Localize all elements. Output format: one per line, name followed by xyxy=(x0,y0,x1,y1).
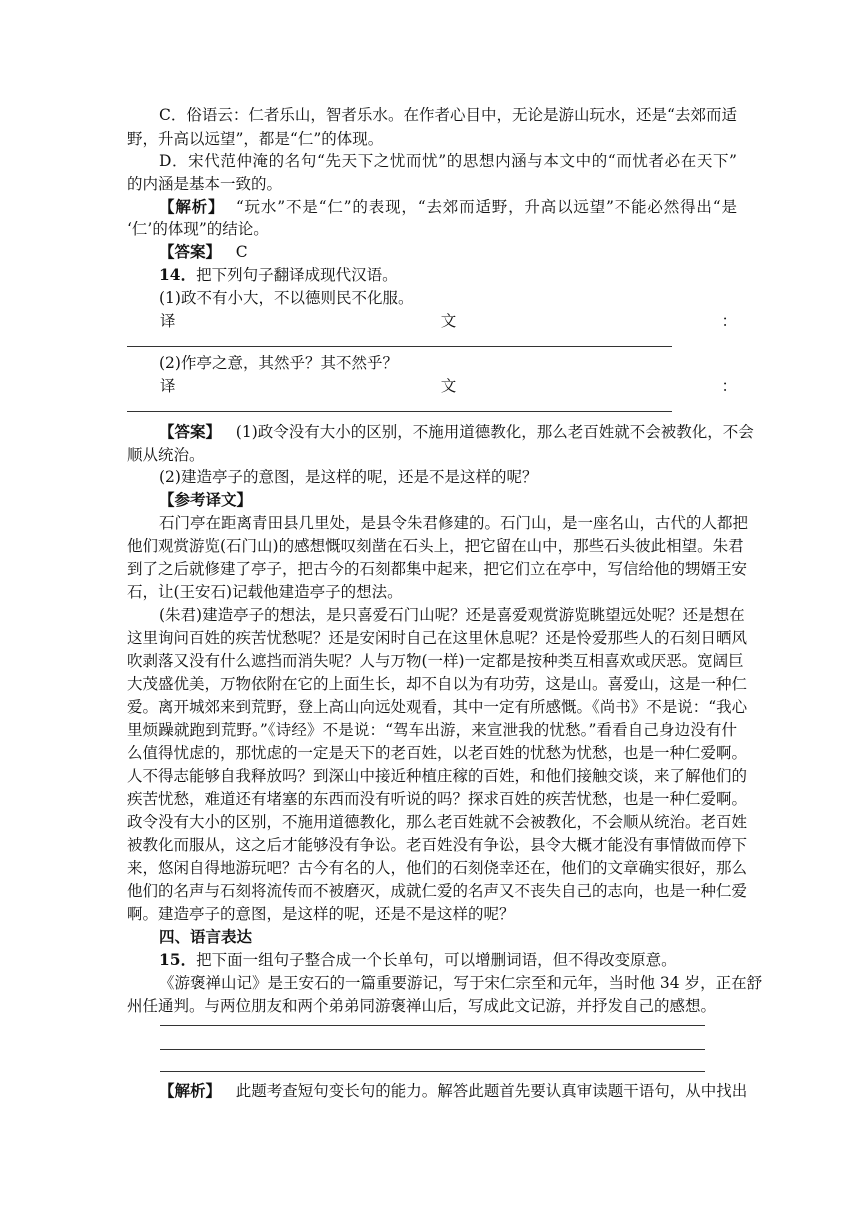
translation-colon: ： xyxy=(721,377,737,395)
paragraph-line: 疾苦忧愁，难道还有堵塞的东西而没有听说的吗？探求百姓的疾苦忧愁，也是一种仁爱啊。 xyxy=(127,790,748,808)
translation-colon: ： xyxy=(721,312,737,330)
sentence-1: (1)政不有小大，不以德则民不化服。 xyxy=(159,289,414,307)
question-15-prompt-line-2: 州任通判。与两位朋友和两个弟弟同游褒禅山后，写成此文记游，并抒发自己的感想。 xyxy=(127,997,717,1015)
translation-label-a: 译 xyxy=(160,377,176,395)
analysis-label: 【解析】 xyxy=(159,197,225,216)
paragraph-line: 到了之后就修建了亭子，把古今的石刻都集中起来，把它们立在亭中，写信给他的甥婿王安 xyxy=(127,560,748,578)
translation-label-a: 译 xyxy=(160,312,176,330)
sentence-2: (2)作亭之意，其然乎？其不然乎？ xyxy=(159,354,398,372)
option-c-line-2: 野，升高以远望”，都是“仁”的体现。 xyxy=(127,130,384,148)
paragraph-line: 来，悠闲自得地游玩吧？古今有名的人，他们的石刻侥幸还在，他们的文章确实很好，那么 xyxy=(127,859,748,877)
answer-blank-line-2[interactable] xyxy=(127,411,672,412)
question-text: 把下面一组句子整合成一个长单句，可以增删词语，但不得改变原意。 xyxy=(196,951,677,969)
answer-blank-line-4[interactable] xyxy=(160,1049,705,1050)
answer-blank-line-5[interactable] xyxy=(160,1071,705,1072)
paragraph-line: 被教化而服从，这之后才能够没有争讼。老百姓没有争讼，县令大概才能没有事情做而停下 xyxy=(127,836,748,854)
paragraph-line: 石门亭在距离青田县几里处，是县令朱君修建的。石门山，是一座名山，古代的人都把 xyxy=(159,514,749,532)
reference-label: 【参考译文】 xyxy=(159,490,253,509)
analysis-13-line-2: ‘仁’的体现”的结论。 xyxy=(127,220,269,238)
paragraph-line: 他们观赏游览(石门山)的感想慨叹刻凿在石头上，把它留在山中，那些石头彼此相望。朱君 xyxy=(127,537,744,555)
answer-value: C xyxy=(235,243,248,261)
question-number: 14． xyxy=(159,265,197,284)
analysis-15-line-1 xyxy=(127,1080,748,1102)
answer-14-line-1 xyxy=(127,421,754,443)
paragraph-line: 政令没有大小的区别，不施用道德教化，那么老百姓就不会被教化，不会顺从统治。老百姓 xyxy=(127,813,748,831)
answer-13 xyxy=(127,241,737,263)
answer-blank-line-1[interactable] xyxy=(127,346,672,347)
analysis-label: 【解析】 xyxy=(159,1081,222,1100)
translation-row-1 xyxy=(160,310,737,332)
question-15 xyxy=(127,949,737,971)
translation-row-2 xyxy=(160,375,737,397)
paragraph-line: 里烦躁就跑到荒野。”《诗经》不是说：“驾车出游，来宣泄我的忧愁。”看看自己身边没有什 xyxy=(127,721,737,739)
paragraph-line: 啊。建造亭子的意图，是这样的呢，还是不是这样的呢？ xyxy=(127,905,515,923)
paragraph-line: 石，让(王安石)记载他建造亭子的想法。 xyxy=(127,583,403,601)
answer-text: (1)政令没有大小的区别，不施用道德教化，那么老百姓就不会被教化，不会 xyxy=(235,423,754,441)
paragraph-line: 大茂盛优美，万物依附在它的上面生长，却不自以为有功劳，这是山。喜爱山，这是一种仁 xyxy=(127,675,748,693)
question-number: 15． xyxy=(159,950,197,969)
answer-14-line-3: (2)建造亭子的意图，是这样的呢，还是不是这样的呢？ xyxy=(159,468,538,486)
paragraph-line: 爱。离开城郊来到荒野，登上高山向远处观看，其中一定有所感慨。《尚书》不是说：“我心 xyxy=(127,698,748,716)
analysis-text: 此题考查短句变长句的能力。解答此题首先要认真审读题干语句，从中找出 xyxy=(235,1082,748,1100)
analysis-text: “玩水”不是“仁”的表现，“去郊而适野，升高以远望”不能必然得出“是 xyxy=(235,198,737,216)
paragraph-line: 这里询问百姓的疾苦忧愁呢？还是安闲时自己在这里休息呢？还是怜爱那些人的石刻日晒风 xyxy=(127,629,748,647)
section-heading: 四、语言表达 xyxy=(159,927,253,946)
answer-14-line-2: 顺从统治。 xyxy=(127,446,205,464)
paragraph-line: 吹剥落又没有什么遮挡而消失呢？人与万物(一样)一定都是按种类互相喜欢或厌恶。宽阔巨 xyxy=(127,652,744,670)
paragraph-line: 他们的名声与石刻将流传而不被磨灭，成就仁爱的名声又不丧失自己的志向，也是一种仁爱 xyxy=(127,882,748,900)
question-15-prompt-line-1: 《游褒禅山记》是王安石的一篇重要游记，写于宋仁宗至和元年，当时他 34 岁，正在舒 xyxy=(159,974,763,992)
translation-label-b: 文 xyxy=(440,312,457,330)
paragraph-line: 么值得忧虑的，那忧虑的一定是天下的老百姓，以老百姓的忧愁为忧愁，也是一种仁爱啊。 xyxy=(127,744,748,762)
option-c-line-1: C．俗语云：仁者乐山，智者乐水。在作者心目中，无论是游山玩水，还是“去郊而适 xyxy=(159,106,737,124)
option-d-line-1: D．宋代范仲淹的名句“先天下之忧而忧”的思想内涵与本文中的“而忧者必在天下” xyxy=(159,152,737,170)
answer-label: 【答案】 xyxy=(159,242,222,261)
answer-blank-line-3[interactable] xyxy=(160,1025,705,1026)
analysis-13-line-1 xyxy=(127,196,737,218)
translation-label-b: 文 xyxy=(440,377,457,395)
option-d-line-2: 的内涵是基本一致的。 xyxy=(127,175,283,193)
answer-label: 【答案】 xyxy=(159,422,222,441)
paragraph-line: 人不得志能够自我释放吗？到深山中接近种植庄稼的百姓，和他们接触交谈，来了解他们的 xyxy=(127,767,748,785)
question-text: 把下列句子翻译成现代汉语。 xyxy=(196,266,398,284)
paragraph-line: (朱君)建造亭子的想法，是只喜爱石门山呢？还是喜爱观赏游览眺望远处呢？还是想在 xyxy=(159,606,745,624)
question-14 xyxy=(127,264,737,286)
